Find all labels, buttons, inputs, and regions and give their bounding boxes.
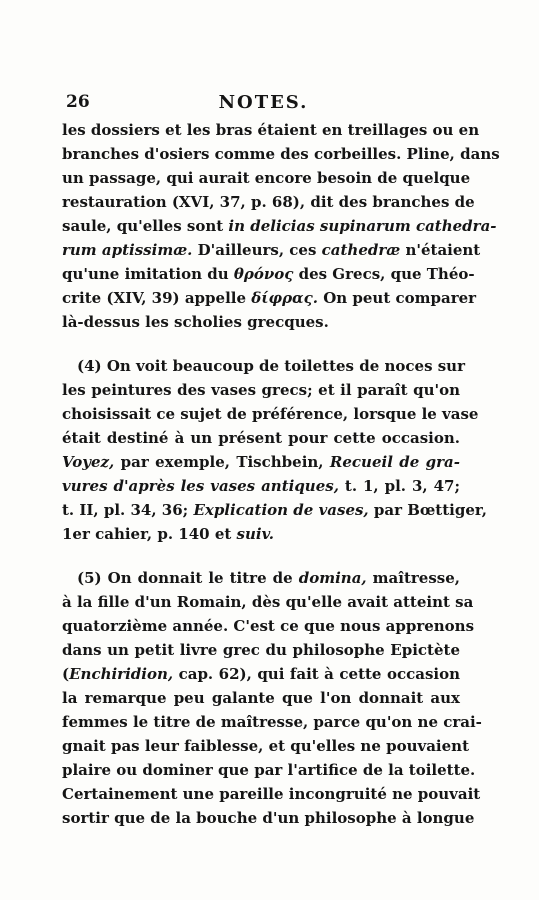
text-segment: était destiné à un présent pour cette occasion. [62, 429, 460, 447]
text-line [62, 687, 460, 709]
text-line [62, 639, 460, 661]
italic-text: Recueil de gra- [329, 453, 460, 471]
text-line [77, 567, 460, 589]
text-line [62, 167, 471, 189]
text-line [62, 215, 497, 237]
text-segment: t. II, pl. 34, 36; [62, 501, 194, 519]
text-line [62, 451, 460, 473]
italic-text: rum aptissimæ. [62, 241, 193, 259]
text-segment: t. 1, pl. 3, 47; [338, 477, 461, 495]
text-segment: un passage, qui aurait encore besoin de quelque [62, 169, 471, 187]
italic-text: suiv. [236, 525, 275, 543]
italic-text: domina, [298, 569, 367, 587]
text-line [62, 523, 460, 545]
text-line [62, 807, 475, 829]
text-line [62, 263, 475, 285]
text-segment: n'étaient [400, 241, 481, 259]
text-segment: quatorzième année. C'est ce que nous apprenons [62, 617, 475, 635]
text-segment: gnait pas leur faiblesse, et qu'elles ne pouvaient [62, 737, 469, 755]
text-line [62, 711, 482, 733]
text-line [62, 119, 480, 141]
text-line [62, 499, 487, 521]
text-segment: restauration (XVI, 37, p. 68), dit des branches de [62, 193, 475, 211]
text-segment: choisissait ce sujet de préférence, lorsque le vase [62, 405, 479, 423]
text-line [62, 143, 500, 165]
text-segment: maîtresse, [366, 569, 460, 587]
italic-text: Voyez, [62, 453, 115, 471]
text-line [62, 663, 460, 685]
text-line [62, 311, 460, 333]
page-header [66, 92, 461, 116]
text-segment: branches d'osiers comme des corbeilles. Pline, dans [62, 145, 500, 163]
text-segment: crite (XIV, 39) appelle [62, 289, 252, 307]
text-line [62, 615, 475, 637]
text-line [62, 735, 469, 757]
text-line [62, 591, 474, 613]
italic-text: in delicias supinarum cathedra- [228, 217, 497, 235]
text-segment: Certainement une pareille incongruité ne pouvait [62, 785, 481, 803]
text-segment: la remarque peu galante que l'on donnait aux [62, 689, 460, 707]
text-line [62, 783, 481, 805]
text-segment: là-dessus les scholies grecques. [62, 313, 329, 331]
text-segment: plaire ou dominer que par l'artifice de la toilette. [62, 761, 476, 779]
text-line [62, 287, 477, 309]
italic-text: δίφρας. [251, 289, 318, 307]
running-title: NOTES. [218, 92, 309, 113]
text-segment: des Grecs, que Théo- [293, 265, 475, 283]
text-segment: D'ailleurs, ces [192, 241, 322, 259]
text-segment: saule, qu'elles sont [62, 217, 229, 235]
text-segment: sortir que de la bouche d'un philosophe à longue [62, 809, 475, 827]
page-number: 26 [66, 92, 90, 112]
text-segment: par exemple, Tischbein, [114, 453, 330, 471]
italic-text: θρόνος [233, 265, 294, 283]
text-segment: cap. 62), qui fait à cette occasion [173, 665, 460, 683]
text-line [62, 475, 460, 497]
italic-text: Explication de vases, [193, 501, 369, 519]
text-segment: (5) On donnait le titre de [77, 569, 299, 587]
text-segment: les dossiers et les bras étaient en treillages ou en [62, 121, 480, 139]
text-segment: à la fille d'un Romain, dès qu'elle avait atteint sa [62, 593, 474, 611]
text-line [62, 759, 476, 781]
text-segment: dans un petit livre grec du philosophe Epictète [62, 641, 460, 659]
text-line [62, 379, 460, 401]
text-segment: qu'une imitation du [62, 265, 234, 283]
italic-text: cathedræ [321, 241, 401, 259]
text-line [77, 355, 465, 377]
text-segment: 1er cahier, p. 140 et [62, 525, 237, 543]
italic-text: Enchiridion, [69, 665, 174, 683]
text-segment: ( [62, 665, 70, 683]
text-line [62, 239, 481, 261]
text-segment: (4) On voit beaucoup de toilettes de noces sur [77, 357, 465, 375]
text-segment: les peintures des vases grecs; et il paraît qu'on [62, 381, 460, 399]
text-segment: On peut comparer [317, 289, 477, 307]
text-line [62, 191, 475, 213]
italic-text: vures d'après les vases antiques, [62, 477, 339, 495]
text-segment: femmes le titre de maîtresse, parce qu'on ne crai- [62, 713, 482, 731]
text-line [62, 403, 479, 425]
text-segment: par Bœttiger, [368, 501, 487, 519]
text-line [62, 427, 460, 449]
